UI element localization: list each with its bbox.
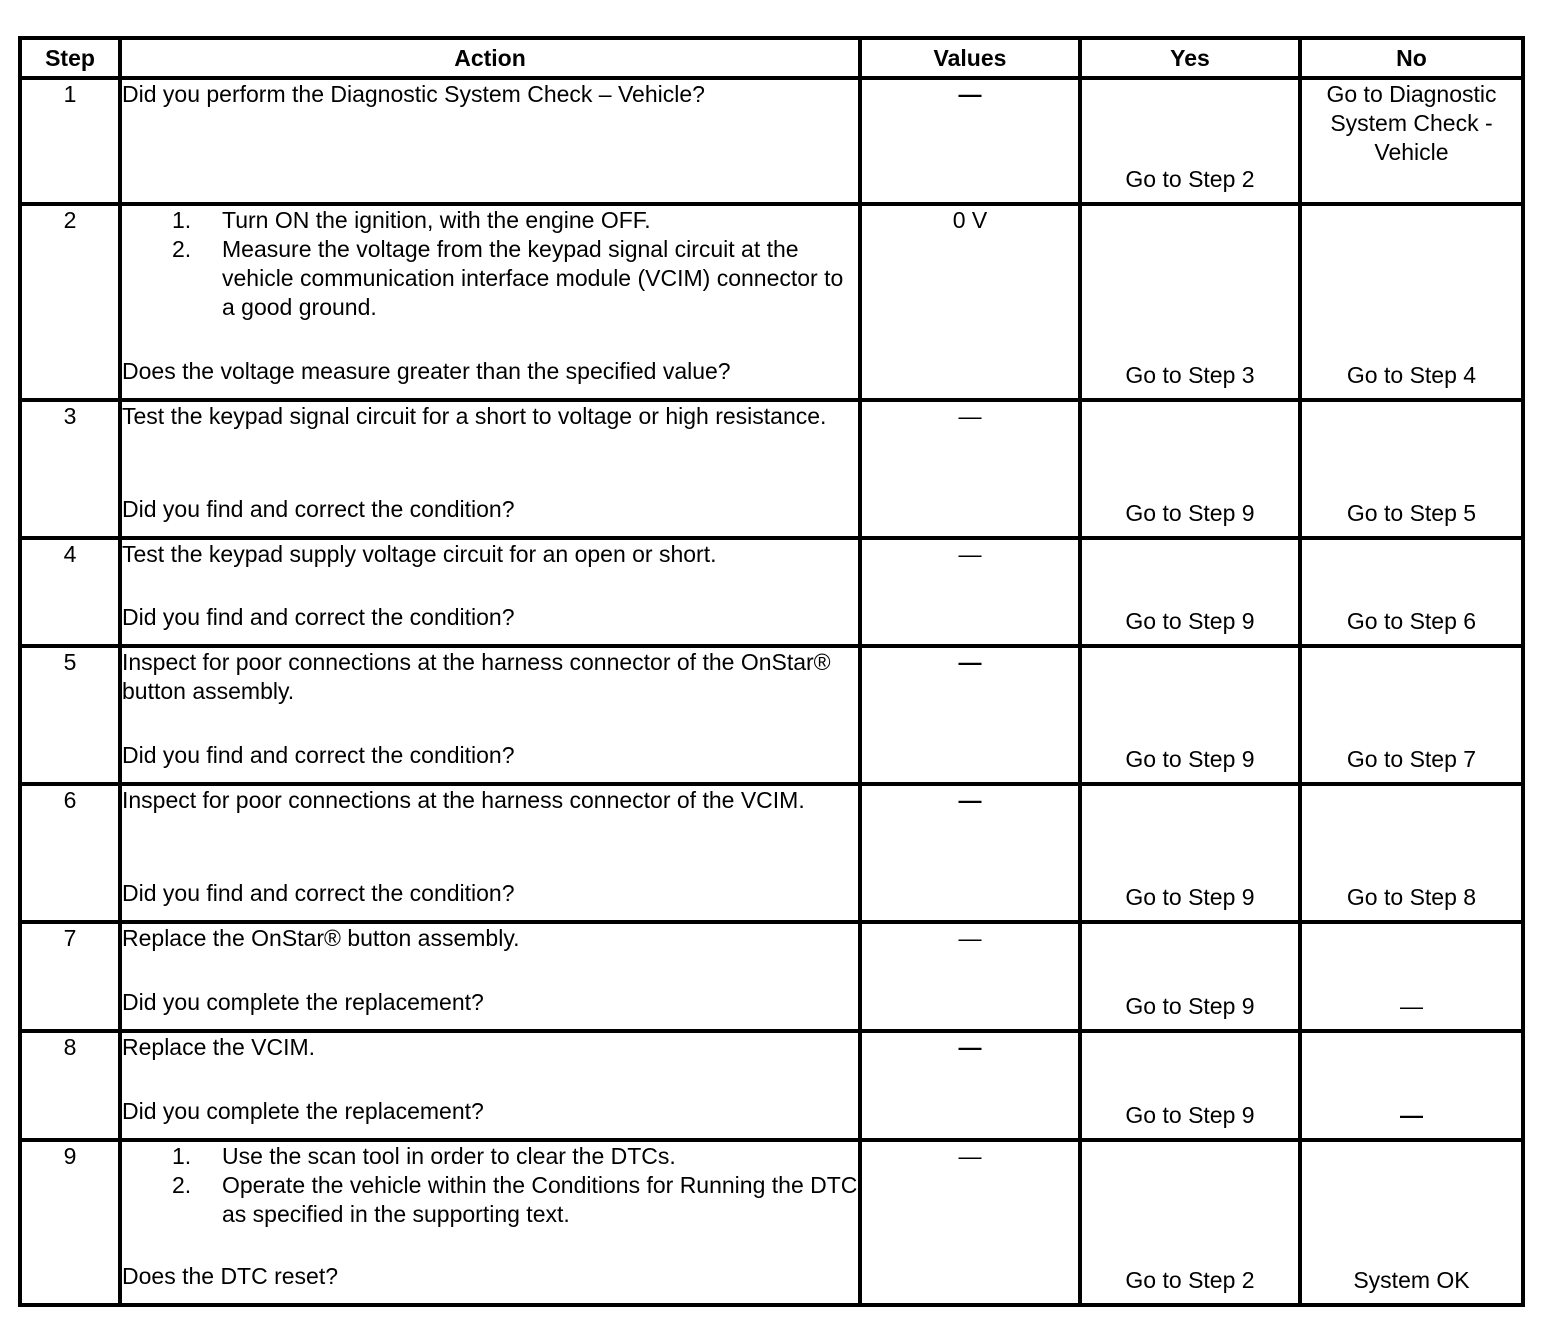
no-target: Go to Step 4 bbox=[1346, 362, 1477, 388]
yes-target: Go to Step 2 bbox=[1125, 166, 1255, 192]
value-cell: — bbox=[860, 784, 1080, 922]
header-row bbox=[20, 38, 1523, 78]
substep-number: 1. bbox=[172, 207, 192, 233]
header-step: Step bbox=[20, 38, 120, 78]
value-cell: — bbox=[860, 646, 1080, 784]
action-cell bbox=[120, 646, 860, 784]
no-cell bbox=[1300, 538, 1523, 646]
step-number: 5 bbox=[20, 646, 120, 784]
no-target: Go to Diagnostic System Check - Vehicle bbox=[1326, 81, 1497, 165]
header-values: Values bbox=[860, 38, 1080, 78]
no-target: Go to Step 7 bbox=[1346, 746, 1477, 772]
action-cell bbox=[120, 1140, 860, 1305]
yes-target: Go to Step 9 bbox=[1125, 746, 1255, 772]
step-number: 8 bbox=[20, 1031, 120, 1140]
value-cell: — bbox=[860, 1031, 1080, 1140]
action-instruction: Inspect for poor connections at the harness connector of the OnStar® button assembly. bbox=[122, 649, 831, 704]
action-question: Did you find and correct the condition? bbox=[122, 496, 515, 522]
table-row bbox=[20, 204, 1523, 400]
step-number: 7 bbox=[20, 922, 120, 1031]
step-number: 2 bbox=[20, 204, 120, 400]
yes-cell bbox=[1080, 538, 1300, 646]
table-row bbox=[20, 1140, 1523, 1305]
step-number: 3 bbox=[20, 400, 120, 538]
action-cell bbox=[120, 922, 860, 1031]
substep-item bbox=[122, 1142, 858, 1171]
action-cell bbox=[120, 204, 860, 400]
value-cell: — bbox=[860, 538, 1080, 646]
no-target: Go to Step 8 bbox=[1346, 884, 1477, 910]
action-instruction: Replace the VCIM. bbox=[122, 1034, 316, 1060]
action-cell bbox=[120, 784, 860, 922]
action-substeps bbox=[122, 1142, 858, 1229]
diagnostic-table bbox=[18, 36, 1525, 1307]
yes-target: Go to Step 9 bbox=[1125, 608, 1255, 634]
value-cell: — bbox=[860, 922, 1080, 1031]
yes-target: Go to Step 9 bbox=[1125, 500, 1255, 526]
no-target: Go to Step 6 bbox=[1346, 608, 1477, 634]
action-question: Did you find and correct the condition? bbox=[122, 742, 515, 768]
value-cell: — bbox=[860, 400, 1080, 538]
table-row bbox=[20, 922, 1523, 1031]
header-yes: Yes bbox=[1080, 38, 1300, 78]
action-instruction: Test the keypad supply voltage circuit for an open or short. bbox=[122, 541, 717, 567]
value-cell: — bbox=[860, 1140, 1080, 1305]
action-cell bbox=[120, 400, 860, 538]
yes-cell bbox=[1080, 78, 1300, 204]
yes-cell bbox=[1080, 646, 1300, 784]
substep-text: Turn ON the ignition, with the engine OFF. bbox=[222, 207, 651, 233]
action-question: Does the voltage measure greater than the specified value? bbox=[122, 358, 731, 384]
table-row bbox=[20, 646, 1523, 784]
substep-item bbox=[122, 206, 858, 235]
step-number: 4 bbox=[20, 538, 120, 646]
no-target: Go to Step 5 bbox=[1346, 500, 1477, 526]
substep-number: 2. bbox=[172, 236, 192, 262]
table-row bbox=[20, 400, 1523, 538]
yes-cell bbox=[1080, 400, 1300, 538]
no-target: System OK bbox=[1353, 1267, 1470, 1293]
substep-number: 1. bbox=[172, 1143, 192, 1169]
yes-cell bbox=[1080, 1140, 1300, 1305]
action-question: Did you complete the replacement? bbox=[122, 1098, 484, 1124]
yes-target: Go to Step 9 bbox=[1125, 993, 1255, 1019]
no-cell bbox=[1300, 922, 1523, 1031]
yes-target: Go to Step 2 bbox=[1125, 1267, 1255, 1293]
action-substeps bbox=[122, 206, 858, 322]
yes-cell bbox=[1080, 204, 1300, 400]
action-cell bbox=[120, 1031, 860, 1140]
no-cell bbox=[1300, 1031, 1523, 1140]
no-target: — bbox=[1400, 1102, 1423, 1128]
table-row bbox=[20, 784, 1523, 922]
header-action: Action bbox=[120, 38, 860, 78]
action-instruction: Did you perform the Diagnostic System Check – Vehicle? bbox=[122, 81, 705, 107]
step-number: 1 bbox=[20, 78, 120, 204]
value-cell: — bbox=[860, 78, 1080, 204]
substep-number: 2. bbox=[172, 1172, 192, 1198]
table-row bbox=[20, 1031, 1523, 1140]
header-no: No bbox=[1300, 38, 1523, 78]
yes-target: Go to Step 3 bbox=[1125, 362, 1255, 388]
step-number: 9 bbox=[20, 1140, 120, 1305]
value-cell: 0 V bbox=[860, 204, 1080, 400]
table-row bbox=[20, 78, 1523, 204]
action-cell bbox=[120, 78, 860, 204]
step-number: 6 bbox=[20, 784, 120, 922]
action-instruction: Test the keypad signal circuit for a short to voltage or high resistance. bbox=[122, 403, 827, 429]
action-question: Did you find and correct the condition? bbox=[122, 880, 515, 906]
no-cell bbox=[1300, 204, 1523, 400]
action-question: Does the DTC reset? bbox=[122, 1263, 339, 1289]
no-cell bbox=[1300, 646, 1523, 784]
no-cell bbox=[1300, 784, 1523, 922]
yes-cell bbox=[1080, 784, 1300, 922]
action-instruction: Replace the OnStar® button assembly. bbox=[122, 925, 520, 951]
substep-text: Use the scan tool in order to clear the DTCs. bbox=[222, 1143, 676, 1169]
no-cell bbox=[1300, 400, 1523, 538]
action-question: Did you find and correct the condition? bbox=[122, 604, 515, 630]
substep-text: Operate the vehicle within the Conditions for Running the DTC as specified in the supporting text. bbox=[222, 1172, 858, 1227]
substep-item bbox=[122, 1171, 858, 1229]
yes-target: Go to Step 9 bbox=[1125, 1102, 1255, 1128]
no-target: — bbox=[1400, 993, 1423, 1019]
yes-cell bbox=[1080, 1031, 1300, 1140]
no-cell bbox=[1300, 1140, 1523, 1305]
substep-item bbox=[122, 235, 858, 322]
substep-text: Measure the voltage from the keypad signal circuit at the vehicle communication interface module (VCIM) connector to a good ground. bbox=[222, 236, 844, 320]
table-row bbox=[20, 538, 1523, 646]
no-cell bbox=[1300, 78, 1523, 204]
action-question: Did you complete the replacement? bbox=[122, 989, 484, 1015]
action-cell bbox=[120, 538, 860, 646]
yes-cell bbox=[1080, 922, 1300, 1031]
yes-target: Go to Step 9 bbox=[1125, 884, 1255, 910]
action-instruction: Inspect for poor connections at the harness connector of the VCIM. bbox=[122, 787, 805, 813]
